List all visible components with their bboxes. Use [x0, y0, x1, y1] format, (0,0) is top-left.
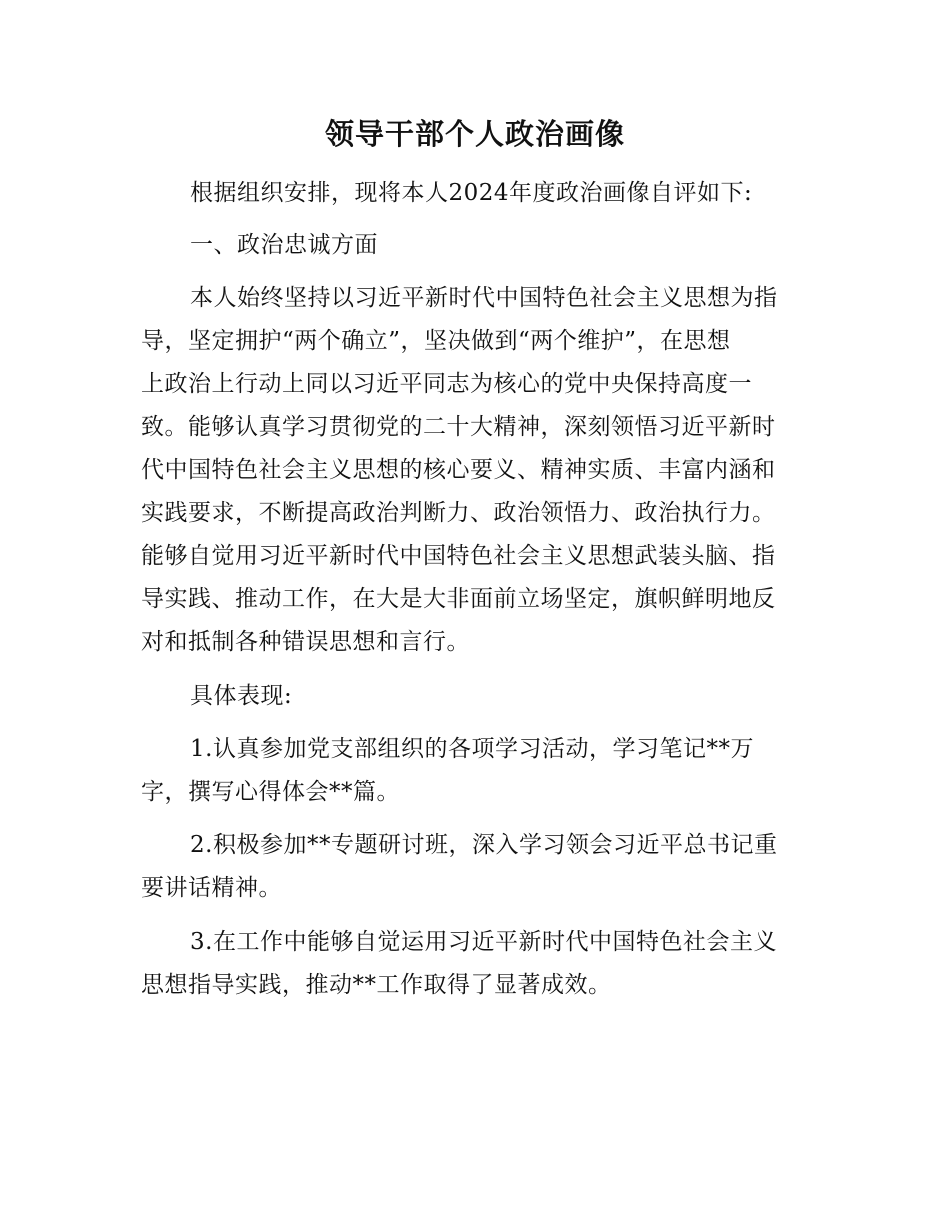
paragraph-line: 导实践、推动工作，在大是大非面前立场坚定，旗帜鲜明地反: [141, 586, 776, 612]
paragraph-line: 本人始终坚持以习近平新时代中国特色社会主义思想为指: [190, 285, 778, 311]
paragraph-line: 上政治上行动上同以习近平同志为核心的党中央保持高度一: [141, 371, 752, 397]
document-title: 领导干部个人政治画像: [324, 117, 625, 151]
paragraph-line: 对和抵制各种错误思想和言行。: [141, 629, 470, 655]
item-line: 2.积极参加**专题研讨班，深入学习领会习近平总书记重: [190, 832, 778, 858]
specifics-label: 具体表现:: [190, 683, 293, 709]
item-line: 思想指导实践，推动**工作取得了显著成效。: [141, 972, 612, 998]
item-line: 3.在工作中能够自觉运用习近平新时代中国特色社会主义: [190, 929, 777, 955]
section-heading: 一、政治忠诚方面: [190, 232, 378, 258]
paragraph-line: 导，坚定拥护“两个确立”，坚决做到“两个维护”，在思想: [141, 328, 731, 354]
paragraph-line: 代中国特色社会主义思想的核心要义、精神实质、丰富内涵和: [141, 457, 776, 483]
item-line: 要讲话精神。: [141, 875, 282, 901]
paragraph-line: 能够自觉用习近平新时代中国特色社会主义思想武装头脑、指: [141, 543, 776, 569]
intro-text: 根据组织安排，现将本人2024年度政治画像自评如下:: [190, 180, 753, 206]
paragraph-line: 致。能够认真学习贯彻党的二十大精神，深刻领悟习近平新时: [141, 414, 776, 440]
item-line: 字，撰写心得体会**篇。: [141, 779, 400, 805]
item-line: 1.认真参加党支部组织的各项学习活动，学习笔记**万: [190, 736, 754, 762]
paragraph-line: 实践要求，不断提高政治判断力、政治领悟力、政治执行力。: [141, 500, 776, 526]
